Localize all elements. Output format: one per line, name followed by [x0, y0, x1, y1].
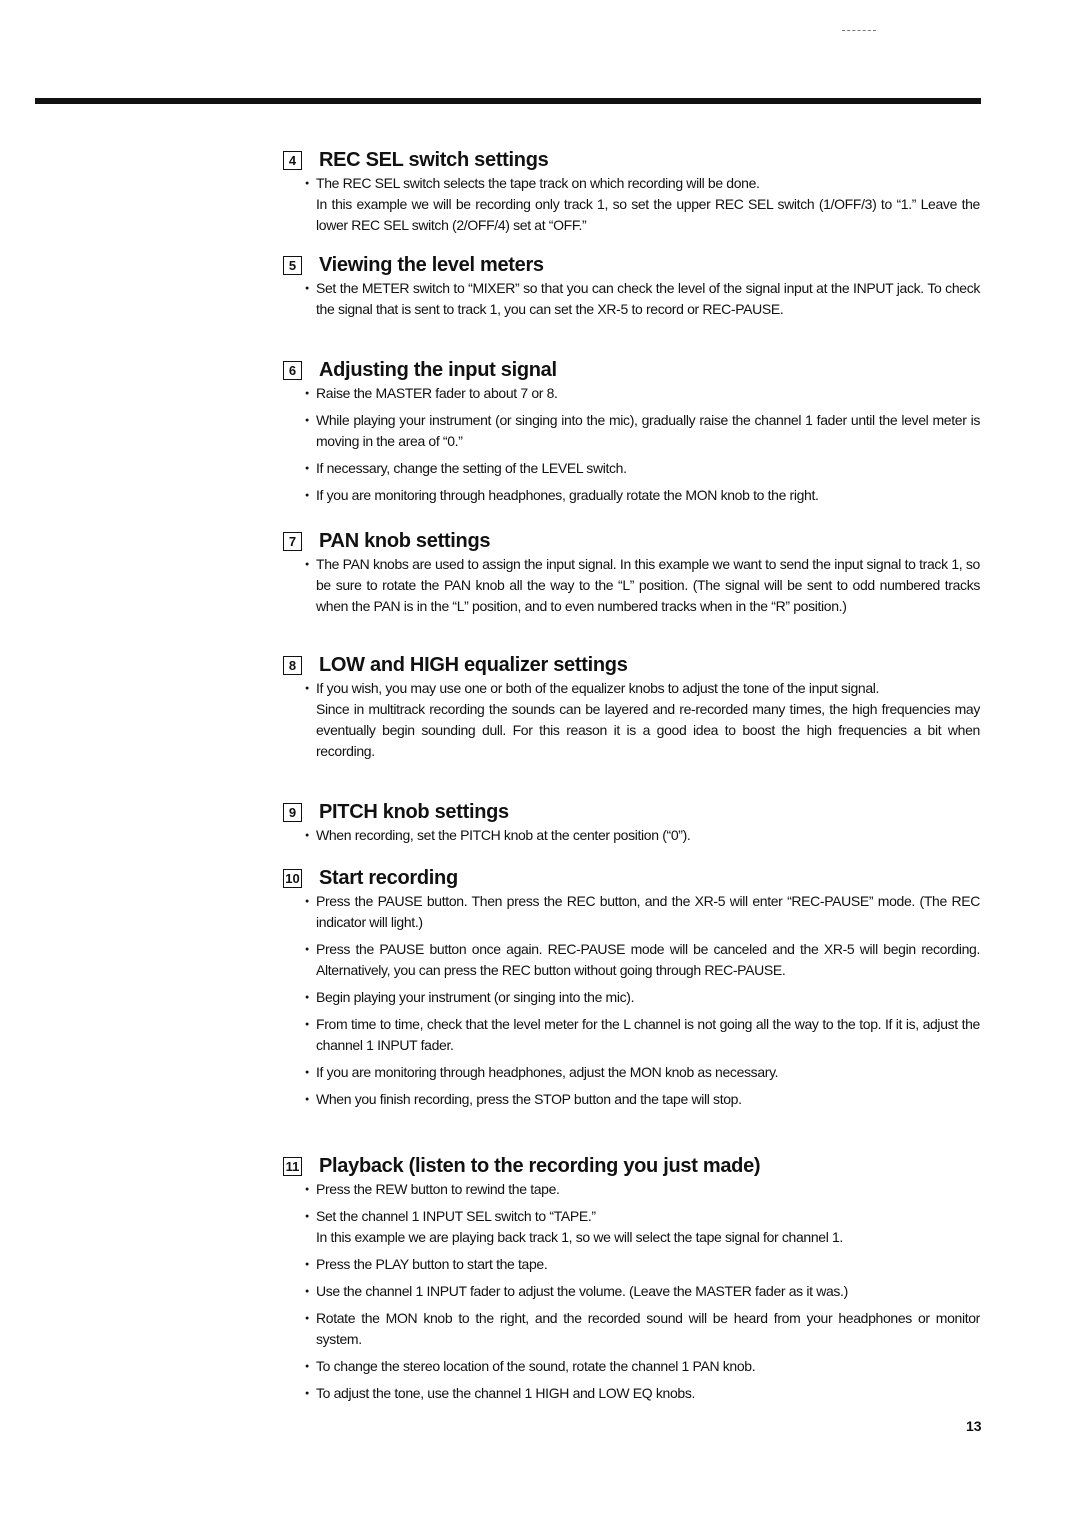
section-9 [283, 799, 983, 846]
bullet-item: ● Press the REW button to rewind the tape. [316, 1179, 980, 1200]
bullet-item: ● If you are monitoring through headphones, gradually rotate the MON knob to the right. [316, 485, 980, 506]
section-7 [283, 528, 983, 617]
section-title: PITCH knob settings [319, 800, 509, 823]
section-heading [283, 799, 983, 825]
bullet-item: ● Press the PAUSE button. Then press the REC button, and the XR-5 will enter “REC-PAUSE” mode. (The REC indicator will light.) [316, 891, 980, 933]
bullet-item: ● If you are monitoring through headphones, adjust the MON knob as necessary. [316, 1062, 980, 1083]
section-4 [283, 147, 983, 236]
section-10 [283, 865, 983, 1110]
step-number-box: 11 [283, 1157, 302, 1176]
bullet-item: ● Set the METER switch to “MIXER” so that you can check the level of the signal input at the INPUT jack. To check the signal that is sent to track 1, you can set the XR-5 to record or REC-PAUSE. [316, 278, 980, 320]
bullet-item: ● Raise the MASTER fader to about 7 or 8. [316, 383, 980, 404]
section-heading [283, 528, 983, 554]
section-11 [283, 1153, 983, 1404]
section-6 [283, 357, 983, 506]
section-8 [283, 652, 983, 762]
step-number-box: 4 [283, 151, 302, 170]
bullet-item: ● If necessary, change the setting of the LEVEL switch. [316, 458, 980, 479]
bullet-item: ● When you finish recording, press the STOP button and the tape will stop. [316, 1089, 980, 1110]
bullet-item: ● To adjust the tone, use the channel 1 HIGH and LOW EQ knobs. [316, 1383, 980, 1404]
step-number-box: 10 [283, 869, 302, 888]
section-title: Adjusting the input signal [319, 358, 557, 381]
step-number-box: 9 [283, 803, 302, 822]
step-number-box: 7 [283, 532, 302, 551]
section-heading [283, 652, 983, 678]
bullet-item: ● The PAN knobs are used to assign the input signal. In this example we want to send the input signal to track 1, so be sure to rotate the PAN knob all the way to the “L” position. (The signal will be sent to odd numbered tracks when the PAN is in the “L” position, and to even numbered tracks when in the “R” position.) [316, 554, 980, 617]
bullet-item: ● When recording, set the PITCH knob at the center position (“0”). [316, 825, 980, 846]
section-5 [283, 252, 983, 320]
bullet-item: ● Rotate the MON knob to the right, and the recorded sound will be heard from your headphones or monitor system. [316, 1308, 980, 1350]
step-number-box: 8 [283, 656, 302, 675]
bullet-item: ● If you wish, you may use one or both of the equalizer knobs to adjust the tone of the input signal. [316, 678, 980, 699]
section-heading [283, 252, 983, 278]
section-title: PAN knob settings [319, 529, 491, 552]
section-heading [283, 147, 983, 173]
section-heading [283, 357, 983, 383]
bullet-item: ● Begin playing your instrument (or singing into the mic). [316, 987, 980, 1008]
bullet-item: ● The REC SEL switch selects the tape track on which recording will be done. [316, 173, 980, 194]
bullet-item: ● Press the PAUSE button once again. REC-PAUSE mode will be canceled and the XR-5 will begin recording. Alternatively, you can press the REC button without going through REC-PAUSE. [316, 939, 980, 981]
paragraph: In this example we are playing back track 1, so we will select the tape signal for channel 1. [316, 1229, 843, 1245]
scan-mark [842, 30, 876, 31]
bullet-item: ● Set the channel 1 INPUT SEL switch to “TAPE.” [316, 1206, 980, 1227]
section-title: REC SEL switch settings [319, 148, 549, 171]
bullet-item: ● Press the PLAY button to start the tape. [316, 1254, 980, 1275]
bullet-item: ● Use the channel 1 INPUT fader to adjust the volume. (Leave the MASTER fader as it was.) [316, 1281, 980, 1302]
section-title: Viewing the level meters [319, 253, 544, 276]
paragraph: Since in multitrack recording the sounds can be layered and re-recorded many times, the high frequencies may eventually begin sounding dull. For this reason it is a good idea to boost the high frequencies a bit when recording. [316, 701, 980, 759]
section-heading [283, 1153, 983, 1179]
header-rule [35, 98, 981, 104]
bullet-item: ● While playing your instrument (or singing into the mic), gradually raise the channel 1 fader until the level meter is moving in the area of “0.” [316, 410, 980, 452]
bullet-item: ● To change the stereo location of the sound, rotate the channel 1 PAN knob. [316, 1356, 980, 1377]
section-title: LOW and HIGH equalizer settings [319, 653, 628, 676]
bullet-item: ● From time to time, check that the level meter for the L channel is not going all the way to the top. If it is, adjust the channel 1 INPUT fader. [316, 1014, 980, 1056]
page-number: 13 [966, 1418, 982, 1434]
paragraph: In this example we will be recording only track 1, so set the upper REC SEL switch (1/OFF/3) to “1.” Leave the lower REC SEL switch (2/OFF/4) set at “OFF.” [316, 196, 980, 233]
section-title: Playback (listen to the recording you just made) [319, 1154, 761, 1177]
section-heading [283, 865, 983, 891]
step-number-box: 5 [283, 256, 302, 275]
section-title: Start recording [319, 866, 458, 889]
step-number-box: 6 [283, 361, 302, 380]
